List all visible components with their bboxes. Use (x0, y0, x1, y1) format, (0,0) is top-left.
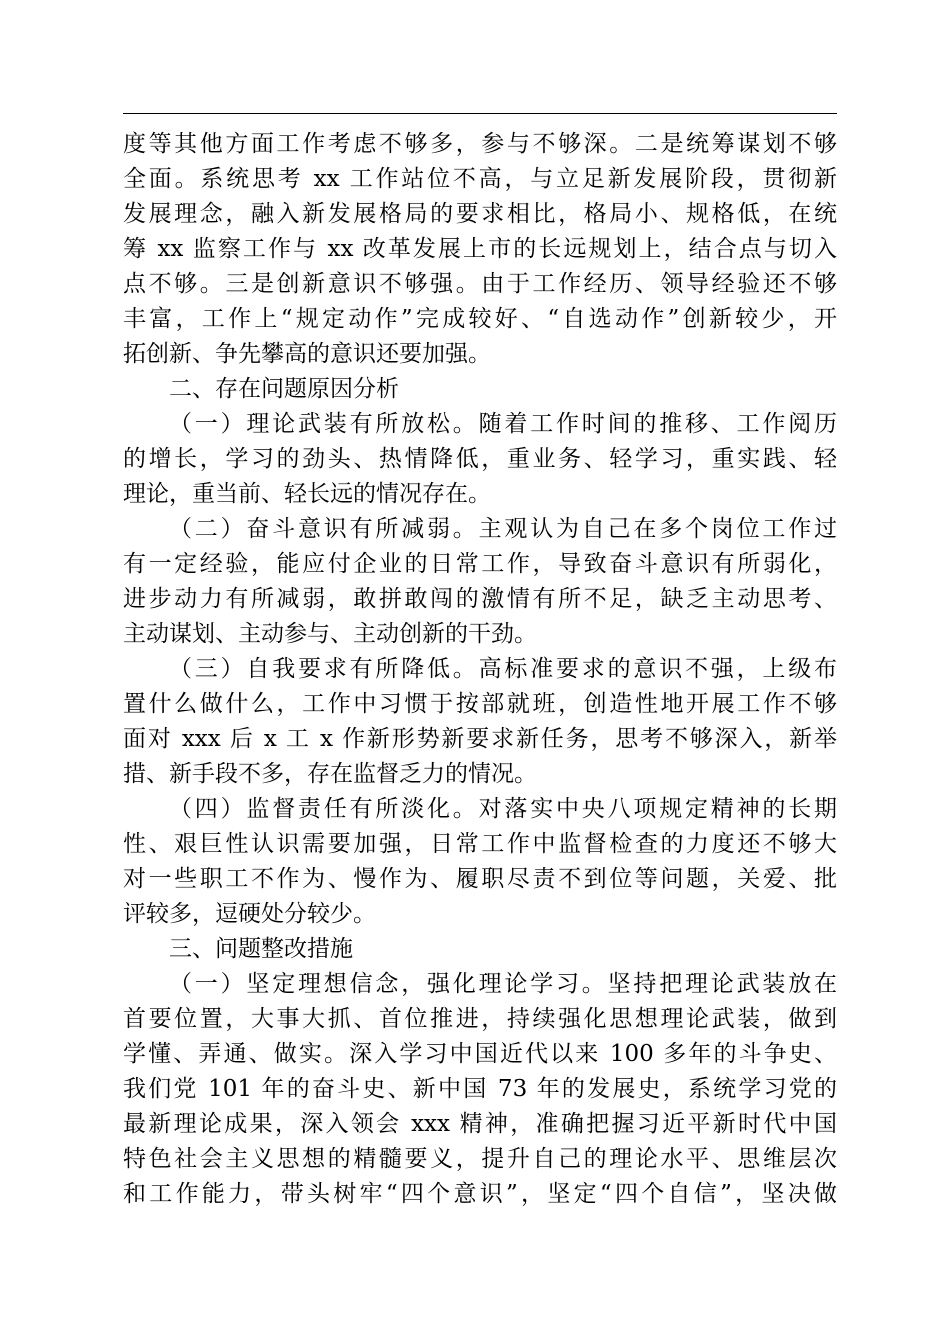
document-body (123, 127, 837, 1212)
text-line: 点不够。三是创新意识不够强。由于工作经历、领导经验还不够 (123, 271, 837, 297)
text-line: 评较多，逗硬处分较少。 (123, 901, 376, 927)
text-line: 首要位置，大事大抓、首位推进，持续强化思想理论武装，做到 (123, 1006, 837, 1032)
text-line: 理论，重当前、轻长远的情况存在。 (123, 481, 491, 507)
text-line: （一）理论武装有所放松。随着工作时间的推移、工作阅历 (169, 411, 837, 437)
text-line: 发展理念，融入新发展格局的要求相比，格局小、规格低，在统 (123, 201, 837, 227)
text-line: 措、新手段不多，存在监督乏力的情况。 (123, 761, 537, 787)
section-heading: 三、问题整改措施 (169, 936, 353, 962)
text-line: 面对 xxx 后 x 工 x 作新形势新要求新任务，思考不够深入，新举 (123, 726, 837, 752)
text-line: 性、艰巨性认识需要加强，日常工作中监督检查的力度还不够大 (123, 831, 837, 857)
text-line: （一）坚定理想信念，强化理论学习。坚持把理论武装放在 (169, 971, 837, 997)
text-line: 对一些职工不作为、慢作为、履职尽责不到位等问题，关爱、批 (123, 866, 837, 892)
section-heading: 二、存在问题原因分析 (169, 376, 399, 402)
text-line: 特色社会主义思想的精髓要义，提升自己的理论水平、思维层次 (123, 1146, 837, 1172)
text-line: 主动谋划、主动参与、主动创新的干劲。 (123, 621, 537, 647)
text-line: （四）监督责任有所淡化。对落实中央八项规定精神的长期 (169, 796, 837, 822)
text-line: 有一定经验，能应付企业的日常工作，导致奋斗意识有所弱化， (123, 551, 837, 577)
text-line: 我们党 101 年的奋斗史、新中国 73 年的发展史，系统学习党的 (123, 1076, 837, 1102)
text-line: 置什么做什么，工作中习惯于按部就班，创造性地开展工作不够 (123, 691, 837, 717)
text-line: 学懂、弄通、做实。深入学习中国近代以来 100 多年的斗争史、 (123, 1041, 837, 1067)
text-line: 的增长，学习的劲头、热情降低，重业务、轻学习，重实践、轻 (123, 446, 837, 472)
text-line: 拓创新、争先攀高的意识还要加强。 (123, 341, 491, 367)
text-line: 全面。系统思考 xx 工作站位不高，与立足新发展阶段，贯彻新 (123, 166, 837, 192)
text-line: 最新理论成果，深入领会 xxx 精神，准确把握习近平新时代中国 (123, 1111, 837, 1137)
text-line: （三）自我要求有所降低。高标准要求的意识不强，上级布 (169, 656, 837, 682)
text-line: （二）奋斗意识有所减弱。主观认为自己在多个岗位工作过 (169, 516, 837, 542)
text-line: 进步动力有所减弱，敢拼敢闯的激情有所不足，缺乏主动思考、 (123, 586, 837, 612)
text-line: 丰富，工作上“规定动作”完成较好、“自选动作”创新较少，开 (123, 306, 837, 332)
text-line: 和工作能力，带头树牢“四个意识”，坚定“四个自信”，坚决做 (123, 1181, 837, 1207)
text-line: 度等其他方面工作考虑不够多，参与不够深。二是统筹谋划不够 (123, 131, 837, 157)
text-line: 筹 xx 监察工作与 xx 改革发展上市的长远规划上，结合点与切入 (123, 236, 837, 262)
header-rule (123, 113, 837, 114)
